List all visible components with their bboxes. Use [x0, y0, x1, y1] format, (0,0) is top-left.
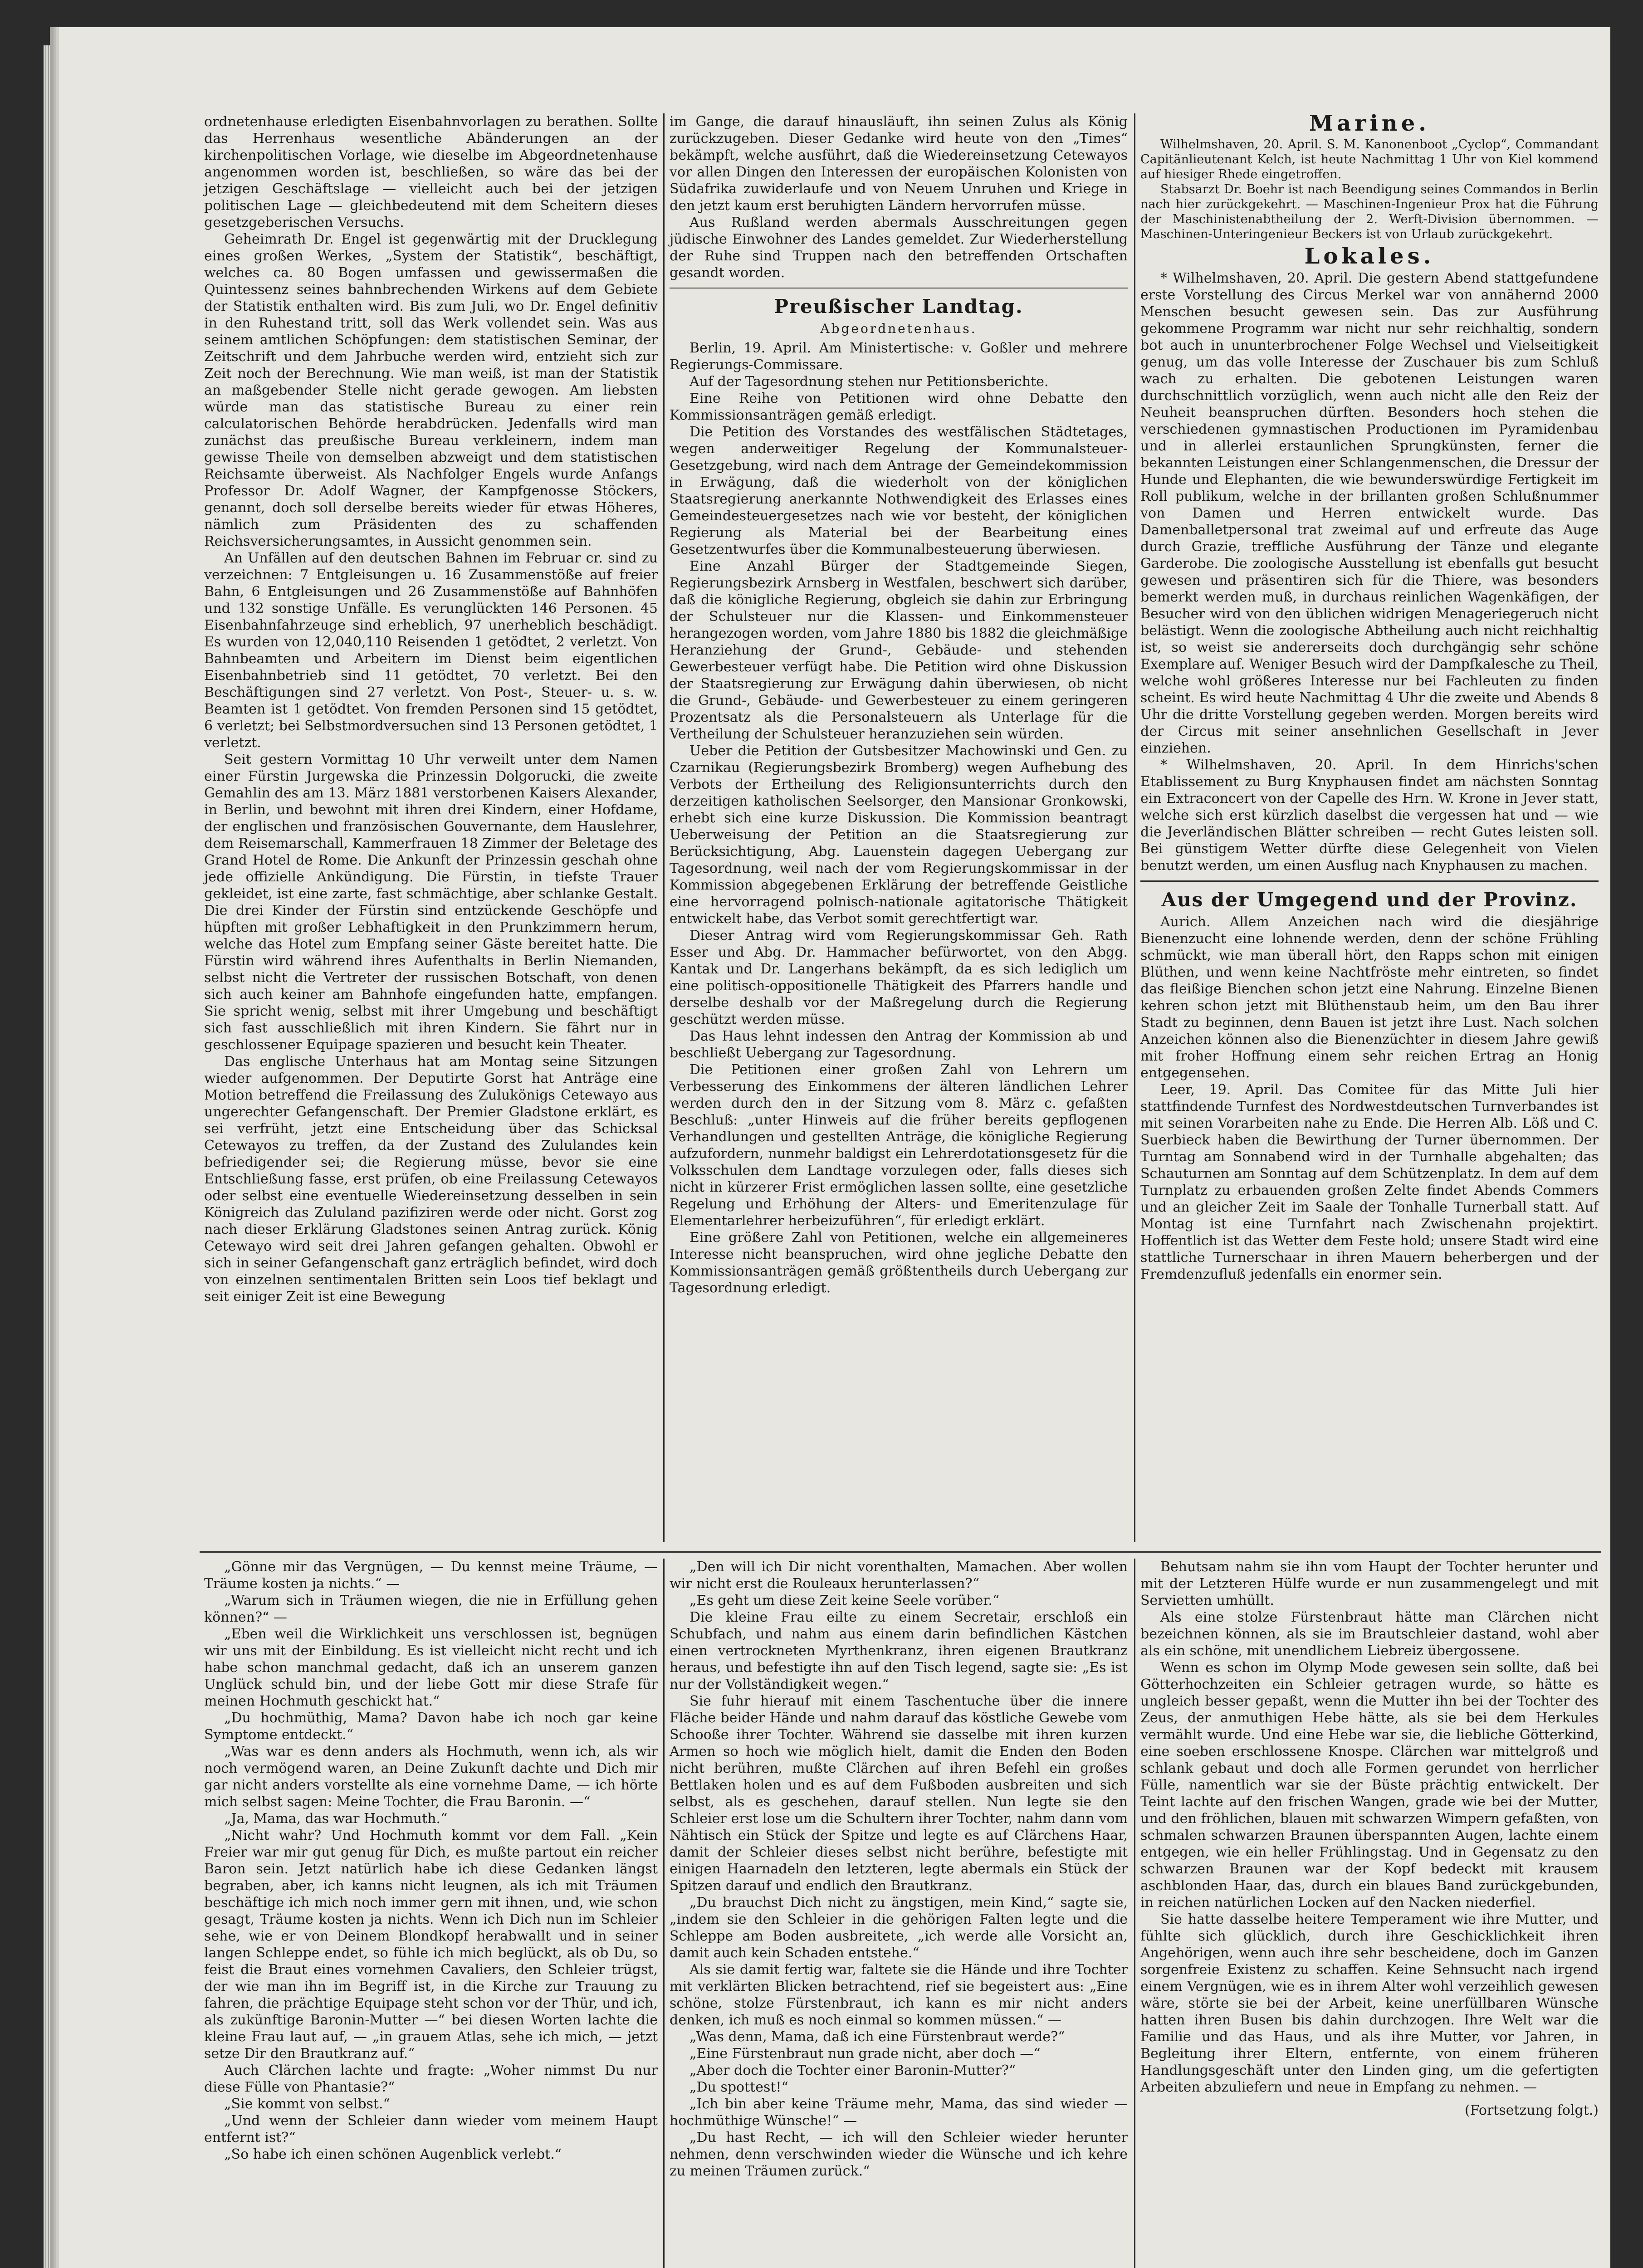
paragraph: Dieser Antrag wird vom Regierungskommissar Geh. Rath Esser und Abg. Dr. Hammacher befürwortet, von den Abgg. Kantak und Dr. Langerhans bekämpft, da es sich lediglich um eine politisch-oppositionelle Thätigkeit des Pfarrers handle und derselbe deshalb vor der Maßregelung durch die Regierung geschützt werden müsse. — [670, 928, 1128, 1027]
column-rule — [663, 113, 665, 1542]
paragraph: Behutsam nahm sie ihn vom Haupt der Tochter herunter und mit der Letzteren Hülfe wurde er nun zusammengelegt und mit Servietten umhüllt. — [1140, 1559, 1599, 1608]
section-heading: Aus der Umgegend und der Provinz. — [1161, 889, 1578, 911]
paragraph: „Du hochmüthig, Mama? Davon habe ich noch gar keine Symptome entdeckt.“ — [204, 1710, 658, 1743]
section-subheading: Abgeordnetenhaus. — [820, 321, 977, 336]
paragraph: Seit gestern Vormittag 10 Uhr verweilt unter dem Namen einer Fürstin Jurgewska die Prinzessin Dolgorucki, die zweite Gemahlin des am 13. März 1881 verstorbenen Kaisers Alexander, in Berlin, und bewohnt mit ihren drei Kindern, einer Hofdame, der englischen und französischen Gouvernante, dem Hauslehrer, dem Reisemarschall, Kammerfrauen 18 Zimmer der Beletage des Grand Hotel de Rome. Die Ankunft der Prinzessin geschah ohne jede offizielle Ankündigung. Die Fürstin, in tiefste Trauer gekleidet, ist eine zarte, fast schmächtige, aber schlanke Gestalt. Die drei Kinder der Fürstin sind entzückende Geschöpfe und hüpften mit großer Lebhaftigkeit in den Prunkzimmern herum, welche das Hotel zum Empfang seiner Gäste bereitet hatte. Die Fürstin wird während ihres Aufenthalts in Berlin Niemanden, selbst nicht die Vertreter der russischen Botschaft, von denen sich auch keiner am Bahnhofe eingefunden hatte, empfangen. Sie spricht wenig, selbst mit ihrer Umgebung und beschäftigt sich fast ausschließlich mit ihren Kindern. Sie fährt nur in geschlossener Equipage spazieren und besucht kein Theater. — [204, 752, 658, 1053]
feuilleton-rule — [200, 1551, 1601, 1553]
paragraph: „Eine Fürstenbraut nun grade nicht, aber doch —“ — [689, 2046, 1041, 2062]
column-1 — [204, 113, 658, 1305]
paragraph: Berlin, 19. April. Am Ministertische: v. Goßler und mehrere Regierungs-Commissare. — [670, 340, 1128, 373]
section-heading: Preußischer Landtag. — [774, 295, 1023, 318]
paragraph: Das Haus lehnt indessen den Antrag der Kommission ab und beschließt Uebergang zur Tagesordnung. — [670, 1028, 1128, 1061]
paragraph: „Und wenn der Schleier dann wieder vom meinem Haupt entfernt ist?“ — [204, 2113, 658, 2146]
paragraph: „Du brauchst Dich nicht zu ängstigen, mein Kind,“ sagte sie, „indem sie den Schleier in die gehörigen Falten legte und die Schleppe am Boden ausbreitete, „ich werde alle Vorsicht an, damit auch kein Schaden entstehe.“ — [670, 1895, 1128, 1961]
paragraph: Die kleine Frau eilte zu einem Secretair, erschloß ein Schubfach, und nahm aus einem darin befindlichen Kästchen einen vertrockneten Myrthenkranz, ihren eigenen Brautkranz heraus, und befestigte ihn auf den Tisch legend, sagte sie: „Es ist nur der Vollständigkeit wegen.“ — [670, 1609, 1128, 1692]
paragraph: * Wilhelmshaven, 20. April. In dem Hinrichs'schen Etablissement zu Burg Knyphausen findet am nächsten Sonntag ein Extraconcert von der Capelle des Hrn. W. Krone in Jever statt, welche sich erst kürzlich daselbst die vergessen hat und — wie die Jeverländischen Blätter schreiben — recht Gutes leisten soll. Bei günstigem Wetter dürfte diese Gelegenheit von Vielen benutzt werden, um einen Ausflug nach Knyphausen zu machen. — [1140, 757, 1599, 874]
paragraph: An Unfällen auf den deutschen Bahnen im Februar cr. sind zu verzeichnen: 7 Entgleisungen u. 16 Zusammenstöße auf freier Bahn, 6 Entgleisungen und 26 Zusammenstöße auf Bahnhöfen und 132 sonstige Unfälle. Es verunglückten 146 Personen. 45 Eisenbahnfahrzeuge sind erheblich, 97 unerheblich beschädigt. Es wurden von 12,040,110 Reisenden 1 getödtet, 2 verletzt. Von Bahnbeamten und Arbeitern im Dienst beim eigentlichen Eisenbahnbetrieb sind 11 getödtet, 70 verletzt. Bei den Beschäftigungen sind 27 verletzt. Von Post-, Steuer- u. s. w. Beamten ist 1 getödtet. Von fremden Personen sind 15 getödtet, 6 verletzt; bei Selbstmordversuchen sind 13 Personen getödtet, 1 verletzt. — [204, 550, 658, 751]
paragraph: „Warum sich in Träumen wiegen, die nie in Erfüllung gehen können?“ — — [204, 1593, 658, 1625]
paragraph: Auf der Tagesordnung stehen nur Petitionsberichte. — [689, 374, 1049, 390]
feuilleton-column-2 — [670, 1559, 1128, 2180]
paragraph: Auch Clärchen lachte und fragte: „Woher nimmst Du nur diese Fülle von Phantasie?“ — [204, 2063, 658, 2095]
paragraph: „Aber doch die Tochter einer Baronin-Mutter?“ — [689, 2063, 1016, 2078]
column-rule — [663, 1559, 665, 2268]
paragraph: Aurich. Allem Anzeichen nach wird die diesjährige Bienenzucht eine lohnende werden, denn der schöne Frühling schmückt, wie man überall hört, den Rapps schon mit einigen Blüthen, und wenn keine Nachtfröste mehr eintreten, so findet das fleißige Bienchen schon jetzt eine Nahrung. Einzelne Bienen kehren schon jetzt mit Blüthenstaub heim, um den Bau ihrer Stadt zu beginnen, denn Bauen ist jetzt ihre Lust. Nach solchen Anzeichen können also die Bienenzüchter in diesem Jahre gewiß mit froher Hoffnung einem sehr reichen Ertrag an Honig entgegensehen. — [1140, 914, 1599, 1081]
paragraph: Aus Rußland werden abermals Ausschreitungen gegen jüdische Einwohner des Landes gemeldet. Zur Wiederherstellung der Ruhe sind Truppen nach den betreffenden Ortschaften gesandt worden. — [670, 215, 1128, 281]
column-2 — [670, 113, 1128, 1296]
paragraph: „Eben weil die Wirklichkeit uns verschlossen ist, begnügen wir uns mit der Einbildung. Es ist vielleicht nicht recht und ich habe schon manchmal gedacht, daß ich an unserem ganzen Unglück schuld bin, und der liebe Gott mir diese Strafe für meinen Hochmuth geschickt hat.“ — [204, 1626, 658, 1709]
paragraph: Die Petition des Vorstandes des westfälischen Städtetages, wegen anderweitiger Regelung der Kommunalsteuer-Gesetzgebung, wird nach dem Antrage der Gemeindekommission in Erwägung, daß die wiederholt von der königlichen Staatsregierung anerkannte Nothwendigkeit des Erlasses eines Gemeindesteuergesetzes nach wie vor besteht, der königlichen Regierung als Material bei der Bearbeitung eines Gesetzentwurfes über die Kommunalbesteuerung überwiesen. — [670, 424, 1128, 557]
paragraph: „Ja, Mama, das war Hochmuth.“ — [224, 1811, 448, 1827]
paragraph: „Den will ich Dir nicht vorenthalten, Mamachen. Aber wollen wir nicht erst die Rouleaux herunterlassen?“ — [670, 1559, 1128, 1592]
page-edge-stack — [44, 45, 57, 2268]
section-heading: Lokales. — [1304, 244, 1435, 269]
paragraph: Wilhelmshaven, 20. April. S. M. Kanonenboot „Cyclop“, Commandant Capitänlieutenant Kelch, ist heute Nachmittag 1 Uhr von Kiel kommend auf hiesiger Rhede eingetroffen. — [1140, 137, 1599, 181]
paragraph: Als sie damit fertig war, faltete sie die Hände und ihre Tochter mit verklärten Blicken betrachtend, rief sie begeistert aus: „Eine schöne, stolze Fürstenbraut, ich kann es mir nicht anders denken, ich muß es noch einmal so kommen müssen.“ — — [670, 1962, 1128, 2028]
paragraph: Als eine stolze Fürstenbraut hätte man Clärchen nicht bezeichnen können, als sie im Brautschleier dastand, wohl aber als ein schöne, mit unendlichem Liebreiz übergossene. — [1140, 1609, 1599, 1659]
paragraph: „Was war es denn anders als Hochmuth, wenn ich, als wir noch vermögend waren, an Deine Zukunft dachte und Dich mir gar nicht anders vorstellte als eine vornehme Dame, — ich hörte mich selbst sagen: Meine Tochter, die Frau Baronin. —“ — [204, 1744, 658, 1810]
column-rule — [1134, 1559, 1135, 2268]
paragraph: Eine größere Zahl von Petitionen, welche ein allgemeineres Interesse nicht beanspruchen, wird ohne jegliche Debatte den Kommissionsanträgen gemäß größtentheils durch Uebergang zur Tagesordnung erledigt. — [670, 1230, 1128, 1296]
section-rule — [1140, 880, 1599, 882]
paragraph: Geheimrath Dr. Engel ist gegenwärtig mit der Drucklegung eines großen Werkes, „System der Statistik“, beschäftigt, welches ca. 80 Bogen umfassen und gewissermaßen die Quintessenz seines bahnbrechenden Wirkens auf dem Gebiete der Statistik enthalten wird. Bis zum Juli, wo Dr. Engel definitiv in den Ruhestand tritt, soll das Werk vollendet sein. Was aus seinem amtlichen Schöpfungen: dem statistischen Seminar, der Zeitschrift und dem Jahrbuche werden wird, entzieht sich zur Zeit noch der Berechnung. Wie man weiß, ist man der Statistik an maßgebender Stelle nicht gerade gewogen. Am liebsten würde man das statistische Bureau zu einer rein calculatorischen Behörde herabdrücken. Jedenfalls wird man zunächst das preußische Bureau verkleinern, indem man gewisse Theile von demselben abzweigt und dem statistischen Reichsamte überweist. Als Nachfolger Engels wurde Anfangs Professor Dr. Adolf Wagner, der Kampfgenosse Stöckers, genannt, doch soll derselbe bereits wieder für etwas Höheres, nämlich zum Präsidenten des zu schaffenden Reichsversicherungsamtes, in Aussicht genommen sein. — [204, 231, 658, 549]
paragraph: „So habe ich einen schönen Augenblick verlebt.“ — [224, 2146, 562, 2162]
paragraph: Leer, 19. April. Das Comitee für das Mitte Juli hier stattfindende Turnfest des Nordwestdeutschen Turnverbandes ist mit seinen Vorarbeiten nahe zu Ende. Die Herren Alb. Löß und C. Suerbieck haben die Bewirthung der Turner übernommen. Der Turntag am Sonnabend wird in der Turnhalle abgehalten; das Schauturnen am Sonntag auf dem Schützenplatz. In dem auf dem Turnplatz zu erbauenden großen Zelte findet Abends Commers und an gleicher Zeit im Saale der Tonhalle Turnerball statt. Auf Montag ist eine Turnfahrt nach Zwischenahn projektirt. Hoffentlich ist das Wetter dem Feste hold; unsere Stadt wird eine stattliche Turnerschaar in ihren Mauern beherbergen und der Fremdenzufluß jedenfalls ein enormer sein. — [1140, 1082, 1599, 1282]
paragraph: ordnetenhause erledigten Eisenbahnvorlagen zu berathen. Sollte das Herrenhaus wesentliche Abänderungen an der kirchenpolitischen Vorlage, wie dieselbe im Abgeordnetenhause angenommen worden ist, beschließen, so wäre das bei der jetzigen Geschäftslage — vielleicht auch bei der jetzigen politischen Lage — gleichbedeutend mit dem Scheitern dieses gesetzgeberischen Versuchs. — [204, 114, 658, 230]
paragraph: „Sie kommt von selbst.“ — [224, 2096, 390, 2112]
column-3 — [1140, 109, 1599, 1283]
paragraph: „Nicht wahr? Und Hochmuth kommt vor dem Fall. „Kein Freier war mir gut genug für Dich, es mußte partout ein reicher Baron sein. Jetzt natürlich habe ich diese Gedanken längst begraben, aber, ich kanns nicht leugnen, als ich mit Träumen beschäftige ich mich noch immer gern mit ihnen, und, wie schon gesagt, Träume kosten ja nichts. Wenn ich Dich nun im Schleier sehe, wie er von Deinem Blondkopf herabwallt und in seiner langen Schleppe endet, so fühle ich mich beglückt, als ob Du, so feist die Braut eines vornehmen Cavaliers, den Schleier trügst, der wie man ihn im Begriff ist, in die Kirche zur Trauung zu fahren, die prächtige Equipage steht schon vor der Thür, und ich, als zukünftige Baronin-Mutter —“ bei diesen Worten lachte die kleine Frau laut auf, — „in grauem Atlas, sehe ich mich, — jetzt setze Dir den Brautkranz auf.“ — [204, 1828, 658, 2062]
section-heading: Marine. — [1309, 111, 1430, 136]
paragraph: Wenn es schon im Olymp Mode gewesen sein sollte, daß bei Götterhochzeiten ein Schleier getragen wurde, so hätte es ungleich besser gepaßt, wenn die Mutter ihn bei der Tochter des Zeus, der anmuthigen Hebe hätte, als sie bei dem Herkules vermählt wurde. Und eine Hebe war sie, die liebliche Götterkind, eine soeben erschlossene Knospe. Clärchen war mittelgroß und schlank gebaut und doch alle Formen gerundet von herrlicher Fülle, namentlich war sie der Büste prächtig entwickelt. Der Teint lachte auf den frischen Wangen, grade wie bei der Mutter, und den fröhlichen, blauen mit schwarzen Wimpern gefaßten, von schmalen schwarzen Braunen überspannten Augen, lachte einem entgegen, wie ein heller Frühlingstag. Und in Gegensatz zu den schwarzen Braunen war der Kopf bedeckt mit krausem aschblonden Haar, das, durch ein blaues Band zurückgebunden, in reichen natürlichen Locken auf den Nacken niederfiel. — [1140, 1660, 1599, 1911]
continuation-note: (Fortsetzung folgt.) — [1465, 2102, 1599, 2118]
paragraph: „Gönne mir das Vergnügen, — Du kennst meine Träume, — Träume kosten ja nichts.“ — — [204, 1559, 658, 1592]
paragraph: „Es geht um diese Zeit keine Seele vorüber.“ — [689, 1593, 1000, 1608]
paragraph: im Gange, die darauf hinausläuft, ihn seinen Zulus als König zurückzugeben. Dieser Gedanke wird heute von den „Times“ bekämpft, welche ausführt, daß die Wiedereinsetzung Cetewayos vor allen Dingen den Interessen der europäischen Kolonisten von Südafrika zuwiderlaufe und von Neuem Unruhen und Kriege in den jetzt kaum erst beruhigten Ländern hervorrufen müsse. — [670, 114, 1128, 214]
paragraph: „Ich bin aber keine Träume mehr, Mama, das sind wieder — hochmüthige Wünsche!“ — — [670, 2096, 1128, 2129]
paragraph: Das englische Unterhaus hat am Montag seine Sitzungen wieder aufgenommen. Der Deputirte Gorst hat Anträge eine Motion betreffend die Freilassung des Zulukönigs Cetewayo aus ungerechter Gefangenschaft. Der Premier Gladstone erklärt, es sei verfrüht, jetzt eine Entscheidung über das Schicksal Cetewayos zu treffen, da der Zustand des Zululandes kein befriedigender sei; die Regierung müsse, bevor sie eine Entschließung fasse, erst prüfen, ob eine Freilassung Cetewayos oder selbst eine eventuelle Wiedereinsetzung desselben in sein Königreich das Zululand pazifiziren werde oder nicht. Gorst zog nach dieser Erklärung Gladstones seinen Antrag zurück. König Cetewayo wird seit drei Jahren gefangen gehalten. Obwohl er sich in seiner Gefangenschaft ganz erträglich befindet, wird doch von einzelnen sentimentalen Britten sein Loos tief beklagt und seit einiger Zeit ist eine Bewegung — [204, 1054, 658, 1305]
paragraph: Sie hatte dasselbe heitere Temperament wie ihre Mutter, und fühlte sich glücklich, durch ihre Geschicklichkeit ihren Angehörigen, wenn auch ihre sehr bescheidene, doch im Ganzen sorgenfreie Existenz zu schaffen. Keine Sehnsucht nach irgend einem Vergnügen, wie es in ihrem Alter wohl verzeihlich gewesen wäre, störte sie bei der Arbeit, keine unerfüllbaren Wünsche hatten ihren Busen bis dahin durchzogen. Ihre Welt war die Familie und das Haus, und als ihre Mutter, vor Jahren, in Begleitung ihrer Eltern, entfernte, von einem früheren Handlungsgeschäft unter den Linden ging, um die gefertigten Arbeiten abzuliefern und neue in Empfang zu nehmen. — — [1140, 1911, 1599, 2095]
paragraph: Sie fuhr hierauf mit einem Taschentuche über die innere Fläche beider Hände und nahm darauf das köstliche Gewebe vom Schooße ihrer Tochter. Während sie dasselbe mit ihren kurzen Armen so hoch wie möglich hielt, damit die Enden den Boden nicht berühren, mußte Clärchen auf ihren Befehl ein großes Bettlaken holen und es auf dem Fußboden ausbreiten und sich selbst, als es geschehen, darauf stellen. Nun legte sie den Schleier erst lose um die Schultern ihrer Tochter, nahm dann vom Nähtisch ein Stück der Spitze und legte es auf Clärchens Haar, damit der Schleier dieses selbst nicht berühre, befestigte mit einigen Haarnadeln den letzteren, legte abermals ein Stück der Spitzen darauf und endlich den Brautkranz. — [670, 1693, 1128, 1894]
feuilleton-column-3 — [1140, 1559, 1599, 2119]
paragraph: „Du spottest!“ — [689, 2079, 788, 2095]
paragraph: „Du hast Recht, — ich will den Schleier wieder herunter nehmen, denn verschwinden wieder die Wünsche und ich kehre zu meinen Träumen zurück.“ — [670, 2130, 1128, 2179]
paragraph: Eine Anzahl Bürger der Stadtgemeinde Siegen, Regierungsbezirk Arnsberg in Westfalen, beschwert sich darüber, daß die königliche Regierung, obgleich sie dahin zur Erbringung der Schulsteuer nur die Klassen- und Einkommensteuer herangezogen worden, vom Jahre 1880 bis 1882 die gleichmäßige Heranziehung der Grund-, Gebäude- und stehenden Gewerbesteuer verfügt habe. Die Petition wird ohne Diskussion der Staatsregierung zur Erwägung dahin überwiesen, ob nicht die Grund-, Gebäude- und Gewerbesteuer zu einem geringeren Prozentsatz als die Personalsteuern als Unterlage für die Vertheilung der Schulsteuer heranzuziehen sein würden. — [670, 558, 1128, 742]
feuilleton-column-1 — [204, 1559, 658, 2163]
column-rule — [1134, 113, 1135, 1542]
paragraph: Stabsarzt Dr. Boehr ist nach Beendigung seines Commandos in Berlin nach hier zurückgekehrt. — Maschinen-Ingenieur Prox hat die Führung der Maschinistenabtheilung der 2. Werft-Division übernommen. — Maschinen-Unteringenieur Beckers ist von Urlaub zurückgekehrt. — [1140, 182, 1599, 241]
paragraph: Eine Reihe von Petitionen wird ohne Debatte den Kommissionsanträgen gemäß erledigt. — [670, 391, 1128, 423]
paragraph: Die Petitionen einer großen Zahl von Lehrern um Verbesserung des Einkommens der älteren ländlichen Lehrer werden durch den in der Sitzung vom 8. März c. gefaßten Beschluß: „unter Hinweis auf die früher bereits gepflogenen Verhandlungen und gestellten Anträge, die königliche Regierung aufzufordern, nunmehr baldigst ein Lehrerdotationsgesetz für die Volksschulen dem Landtage vorzulegen oder, falls dieses sich nicht in kürzerer Frist ermöglichen lassen sollte, eine gesetzliche Regelung und Erhöhung der Alters- und Emeritenzulage für Elementarlehrer herbeizuführen“, für erledigt erklärt. — [670, 1062, 1128, 1229]
paragraph: * Wilhelmshaven, 20. April. Die gestern Abend stattgefundene erste Vorstellung des Circus Merkel war von annähernd 2000 Menschen besucht gewesen sein. Das zur Ausführung gekommene Programm war nicht nur sehr reichhaltig, sondern bot auch in ununterbrochener Folge Wechsel und Vielseitigkeit genug, um das volle Interesse der Zuschauer bis zum Schluß wach zu erhalten. Die gebotenen Leistungen waren durchschnittlich vorzüglich, wenn auch nicht alle den Reiz der Neuheit beanspruchen dürften. Besonders hoch stehen die verschiedenen gymnastischen Productionen im Pyramidenbau und in allerlei erstaunlichen Sprungkünsten, ferner die bekannten Leistungen einer Schlangenmenschen, die Dressur der Hunde und Elephanten, die wie bewunderswürdige Fertigkeit im Roll publikum, welche in der brillanten großen Schlußnummer von Damen und Herren entwickelt wurde. Das Damenballetpersonal trat zweimal auf und erfreute das Auge durch Grazie, treffliche Ausführung der Tänze und elegante Garderobe. Die zoologische Ausstellung ist ebenfalls gut besucht gewesen und präsentiren sich für die Thiere, was besonders bemerkt werden muß, in durchaus reinlichen Wagenkäfigen, der Besucher wird von den üblichen widrigen Menageriegeruch nicht belästigt. Wenn die zoologische Abtheilung auch nicht reichhaltig ist, so weist sie andererseits doch durchgängig sehr schöne Exemplare auf. Weniger Besuch wird der Dampfkalesche zu Theil, welche wohl größeres Interesse nur bei Fachleuten zu finden scheint. Es wird heute Nachmittag 4 Uhr die zweite und Abends 8 Uhr die dritte Vorstellung gegeben werden. Morgen bereits wird der Circus mit seiner ansehnlichen Gesellschaft in Jever einziehen. — [1140, 270, 1599, 756]
paragraph: Ueber die Petition der Gutsbesitzer Machowinski und Gen. zu Czarnikau (Regierungsbezirk Bromberg) wegen Aufhebung des Verbots der Ertheilung des Religionsunterrichts durch den derzeitigen katholischen Seelsorger, den Mansionar Gronkowski, erhebt sich eine kurze Diskussion. Die Kommission beantragt Ueberweisung der Petition an die Staatsregierung zur Berücksichtigung, Abg. Lauenstein dagegen Uebergang zur Tagesordnung, weil nach der vom Regierungskommissar in der Kommission abgegebenen Erklärung der betreffende Geistliche eine hervorragend polnisch-nationale agitatorische Thätigkeit entwickelt habe, das Verbot somit gerechtfertigt war. — [670, 743, 1128, 927]
paragraph: „Was denn, Mama, daß ich eine Fürstenbraut werde?“ — [689, 2029, 1065, 2045]
